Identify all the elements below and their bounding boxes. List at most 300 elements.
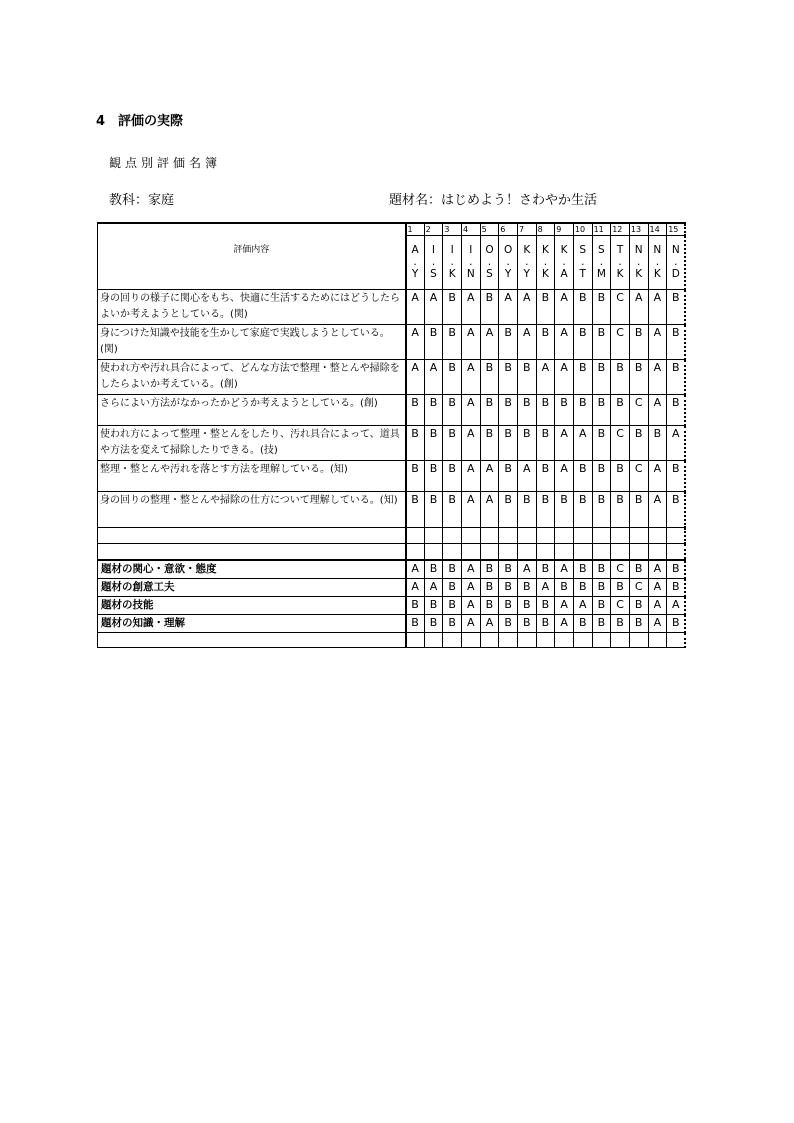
grade-cell: A [555,461,574,492]
initial-last: K [635,267,643,280]
grade-cell: A [629,290,648,325]
grade-cell: B [573,360,592,395]
summary-grade-cell: C [611,597,630,615]
initial-dot: . [413,255,417,268]
empty-cell [667,633,686,648]
initial-dot: . [525,255,529,268]
grade-cell: A [555,426,574,461]
summary-grade-cell: B [406,597,425,615]
grade-cell: B [517,426,536,461]
grade-cell: A [648,461,667,492]
student-initials [406,236,425,290]
summary-grade-cell: B [573,579,592,597]
initial-first: K [541,243,549,256]
empty-cell [443,633,462,648]
grade-cell: B [555,395,574,426]
empty-cell [461,544,480,561]
empty-cell [592,528,611,544]
summary-grade-cell: A [648,597,667,615]
grade-cell: A [648,360,667,395]
grade-cell: B [424,461,443,492]
empty-cell [424,633,443,648]
grade-cell: B [424,325,443,360]
student-number: 6 [499,223,518,236]
summary-grade-cell: B [443,579,462,597]
empty-cell [555,528,574,544]
initial-last: D [671,267,680,280]
initial-dot: . [674,255,678,268]
student-number: 9 [555,223,574,236]
grade-cell: B [573,492,592,528]
summary-grade-cell: A [555,615,574,633]
student-number: 13 [629,223,648,236]
initial-last: Y [504,267,512,280]
criterion-row [98,492,686,528]
empty-cell [573,528,592,544]
grade-cell: B [406,492,425,528]
grade-cell: B [667,325,686,360]
student-initials [499,236,518,290]
empty-cell [480,633,499,648]
grade-cell: B [536,290,555,325]
empty-cell [536,633,555,648]
initial-first: I [450,243,454,256]
grade-cell: A [424,290,443,325]
grade-cell: B [517,360,536,395]
summary-grade-cell: A [648,579,667,597]
grade-cell: A [648,492,667,528]
summary-grade-cell: C [629,579,648,597]
summary-grade-cell: B [667,579,686,597]
grade-cell: B [573,395,592,426]
summary-label: 題材の技能 [98,597,406,615]
grade-cell: B [443,325,462,360]
summary-grade-cell: B [592,597,611,615]
summary-grade-cell: B [629,615,648,633]
summary-grade-cell: B [629,597,648,615]
student-number: 5 [480,223,499,236]
empty-cell [461,528,480,544]
empty-cell [517,633,536,648]
empty-cell [443,528,462,544]
grade-cell: B [424,426,443,461]
empty-cell [629,633,648,648]
initial-last: Y [523,267,530,280]
grade-cell: A [517,461,536,492]
student-number: 7 [517,223,536,236]
initial-first: S [598,243,605,256]
initial-first: I [431,243,436,256]
summary-grade-cell: A [648,560,667,579]
summary-grade-cell: B [555,579,574,597]
summary-grade-cell: A [461,615,480,633]
summary-grade-cell: A [424,579,443,597]
summary-grade-cell: B [517,579,536,597]
student-number: 14 [648,223,667,236]
summary-grade-cell: B [536,560,555,579]
unit-label: 題材名：はじめよう！さわやか生活 [389,193,598,208]
grade-cell: B [611,461,630,492]
initial-dot: . [469,255,473,268]
summary-grade-cell: A [406,579,425,597]
empty-cell [499,633,518,648]
grade-cell: B [480,290,499,325]
student-initials [629,236,648,290]
grade-cell: B [536,461,555,492]
empty-cell [98,528,406,544]
summary-grade-cell: B [443,560,462,579]
initial-first: K [560,243,568,256]
criterion-text: 使われ方や汚れ具合によって、どんな方法で整理・整とんや掃除をしたらよいか考えている。(創) [98,360,406,395]
summary-grade-cell: B [592,579,611,597]
grade-cell: A [555,360,574,395]
student-initials [555,236,574,290]
summary-grade-cell: B [667,560,686,579]
initial-dot: . [487,255,492,268]
empty-cell [611,633,630,648]
summary-grade-cell: B [480,597,499,615]
summary-grade-cell: B [667,615,686,633]
grade-cell: B [592,360,611,395]
summary-grade-cell: B [573,615,592,633]
empty-cell [667,544,686,561]
summary-grade-cell: B [480,579,499,597]
empty-cell [536,544,555,561]
initial-first: O [485,243,494,256]
grade-cell: C [629,395,648,426]
empty-cell [424,544,443,561]
empty-cell [517,544,536,561]
grade-cell: B [480,395,499,426]
initial-dot: . [431,255,436,268]
criterion-text: 身につけた知識や技能を生かして家庭で実践しようとしている。(関) [98,325,406,360]
summary-grade-cell: B [629,560,648,579]
grade-cell: A [499,290,518,325]
grade-cell: B [499,360,518,395]
empty-cell [499,544,518,561]
criterion-row [98,290,686,325]
grade-cell: B [555,492,574,528]
grade-cell: B [592,461,611,492]
summary-grade-cell: A [648,615,667,633]
grade-cell: A [461,461,480,492]
grade-cell: B [611,395,630,426]
summary-grade-cell: B [480,560,499,579]
grade-cell: A [461,492,480,528]
grade-cell: B [611,492,630,528]
initial-last: S [486,267,493,280]
initial-last: S [430,267,437,280]
initial-first: O [503,243,513,256]
initial-dot: . [599,255,604,268]
empty-cell [499,528,518,544]
grade-cell: B [499,325,518,360]
student-number: 8 [536,223,555,236]
student-number: 15 [667,223,686,236]
grade-cell: B [406,461,425,492]
grade-cell: B [667,360,686,395]
summary-grade-cell: B [499,560,518,579]
grade-cell: B [443,461,462,492]
empty-cell [629,528,648,544]
grade-cell: B [406,395,425,426]
initial-dot: . [618,255,622,268]
summary-row [98,615,686,633]
student-initials [592,236,611,290]
grade-cell: B [517,492,536,528]
empty-cell [536,528,555,544]
summary-grade-cell: B [611,579,630,597]
summary-grade-cell: B [517,597,536,615]
grade-cell: A [424,360,443,395]
initial-first: N [634,243,643,256]
grade-cell: A [406,360,425,395]
summary-grade-cell: B [499,579,518,597]
initial-dot: . [637,255,641,268]
grade-cell: A [667,426,686,461]
grade-cell: A [406,290,425,325]
student-initials [461,236,480,290]
summary-row [98,560,686,579]
grade-cell: B [611,360,630,395]
criterion-text: 身の回りの様子に関心をもち、快適に生活するためにはどうしたらよいか考えようとしている。(関) [98,290,406,325]
summary-grade-cell: A [461,597,480,615]
grade-cell: B [592,492,611,528]
summary-grade-cell: B [424,560,443,579]
grade-cell: B [424,492,443,528]
summary-grade-cell: B [499,615,518,633]
student-initials [611,236,630,290]
student-initials [480,236,499,290]
criterion-row [98,426,686,461]
initial-last: N [466,267,475,280]
grade-cell: B [424,395,443,426]
grade-cell: B [592,395,611,426]
summary-grade-cell: A [461,560,480,579]
grade-cell: B [592,325,611,360]
summary-grade-cell: B [499,597,518,615]
grade-cell: B [443,426,462,461]
initial-dot: . [562,255,566,268]
initial-last: K [541,267,549,280]
initial-last: Y [411,267,419,280]
initial-first: N [671,243,680,256]
summary-grade-cell: B [592,560,611,579]
summary-grade-cell: A [555,560,574,579]
criterion-text: さらによい方法がなかったかどうか考えようとしている。(創) [98,395,406,426]
grade-cell: B [629,325,648,360]
summary-label: 題材の創意工夫 [98,579,406,597]
criterion-row [98,395,686,426]
summary-grade-cell: A [517,560,536,579]
summary-grade-cell: B [443,615,462,633]
grade-cell: B [667,461,686,492]
grade-cell: A [480,492,499,528]
student-number: 12 [611,223,630,236]
summary-label: 題材の関心・意欲・態度 [98,560,406,579]
student-initials [443,236,462,290]
student-initials [667,236,686,290]
grade-cell: B [667,290,686,325]
initial-dot: . [450,255,454,268]
grade-cell: B [480,426,499,461]
initial-dot: . [543,255,548,268]
empty-cell [592,633,611,648]
grade-cell: A [480,461,499,492]
initial-dot: . [506,255,510,268]
initial-first: K [523,243,531,256]
empty-cell [480,528,499,544]
student-number: 2 [424,223,443,236]
grade-cell: A [517,290,536,325]
empty-cell [406,528,425,544]
empty-cell [517,528,536,544]
student-initials [536,236,555,290]
blank-row [98,633,686,648]
subject-label: 教科：家庭 [109,193,175,208]
empty-cell [443,544,462,561]
empty-cell [406,633,425,648]
summary-grade-cell: B [611,615,630,633]
criterion-row [98,461,686,492]
grade-cell: C [611,426,630,461]
student-number: 3 [443,223,462,236]
grade-cell: B [667,395,686,426]
roster-title: 観点別評価名簿 [109,156,222,170]
empty-cell [573,633,592,648]
initial-last: T [579,267,586,280]
grade-cell: B [592,290,611,325]
section-heading: 4 評価の実際 [96,114,184,129]
empty-cell [555,544,574,561]
grade-cell: B [499,395,518,426]
summary-grade-cell: A [573,597,592,615]
empty-cell [461,633,480,648]
empty-cell [611,528,630,544]
grade-cell: A [461,360,480,395]
grade-cell: B [573,461,592,492]
grade-cell: A [461,426,480,461]
summary-grade-cell: B [424,615,443,633]
grade-cell: B [499,426,518,461]
empty-cell [424,528,443,544]
grade-cell: B [536,395,555,426]
empty-cell [98,544,406,561]
summary-grade-cell: B [536,597,555,615]
student-initials [517,236,536,290]
empty-cell [648,544,667,561]
grade-cell: B [536,492,555,528]
header-label: 評価内容 [98,223,406,290]
grade-cell: B [443,360,462,395]
grade-cell: A [406,325,425,360]
grade-cell: A [480,325,499,360]
summary-grade-cell: A [480,615,499,633]
grade-cell: B [592,426,611,461]
initial-first: A [411,243,419,256]
grade-cell: A [648,395,667,426]
summary-grade-cell: A [555,597,574,615]
student-number: 10 [573,223,592,236]
grade-cell: B [443,492,462,528]
grade-cell: B [629,426,648,461]
student-initials [648,236,667,290]
grade-cell: B [648,426,667,461]
grade-cell: B [536,325,555,360]
initial-dot: . [655,255,660,268]
summary-grade-cell: B [406,615,425,633]
student-number: 4 [461,223,480,236]
summary-grade-cell: A [461,579,480,597]
initial-last: M [596,267,606,280]
grade-cell: C [611,325,630,360]
summary-grade-cell: B [573,560,592,579]
summary-grade-cell: B [536,615,555,633]
grade-cell: B [629,360,648,395]
grade-cell: B [667,492,686,528]
grade-cell: C [611,290,630,325]
grade-cell: A [648,325,667,360]
grade-cell: C [629,461,648,492]
initial-last: A [560,267,568,280]
criterion-row [98,360,686,395]
criterion-text: 使われ方によって整理・整とんをしたり、汚れ具合によって、道具や方法を変えて掃除したりできる。(技) [98,426,406,461]
grade-cell: A [555,325,574,360]
initial-last: K [616,267,624,280]
blank-row [98,528,686,544]
grade-cell: A [555,290,574,325]
empty-cell [555,633,574,648]
grade-cell: B [499,461,518,492]
initial-last: K [448,267,456,280]
grade-cell: A [517,325,536,360]
summary-grade-cell: B [517,615,536,633]
summary-grade-cell: A [536,579,555,597]
grade-cell: B [517,395,536,426]
grade-cell: B [536,426,555,461]
initial-last: K [653,267,661,280]
grade-cell: A [648,290,667,325]
student-number: 11 [592,223,611,236]
summary-grade-cell: A [667,597,686,615]
grade-cell: A [573,426,592,461]
grade-cell: A [461,290,480,325]
evaluation-table [97,222,686,648]
summary-grade-cell: B [443,597,462,615]
grade-cell: B [443,395,462,426]
student-initials [573,236,592,290]
empty-cell [98,633,406,648]
summary-grade-cell: A [406,560,425,579]
grade-cell: A [536,360,555,395]
initial-first: T [616,243,624,256]
grade-cell: B [573,290,592,325]
initial-dot: . [581,255,585,268]
empty-cell [648,633,667,648]
grade-cell: B [480,360,499,395]
criterion-text: 身の回りの整理・整とんや掃除の仕方について理解している。(知) [98,492,406,528]
summary-grade-cell: B [424,597,443,615]
grade-cell: B [443,290,462,325]
student-initials [424,236,443,290]
grade-cell: A [461,395,480,426]
summary-row [98,579,686,597]
summary-label: 題材の知識・理解 [98,615,406,633]
empty-cell [629,544,648,561]
initial-first: I [469,243,473,256]
student-number: 1 [406,223,425,236]
empty-cell [406,544,425,561]
